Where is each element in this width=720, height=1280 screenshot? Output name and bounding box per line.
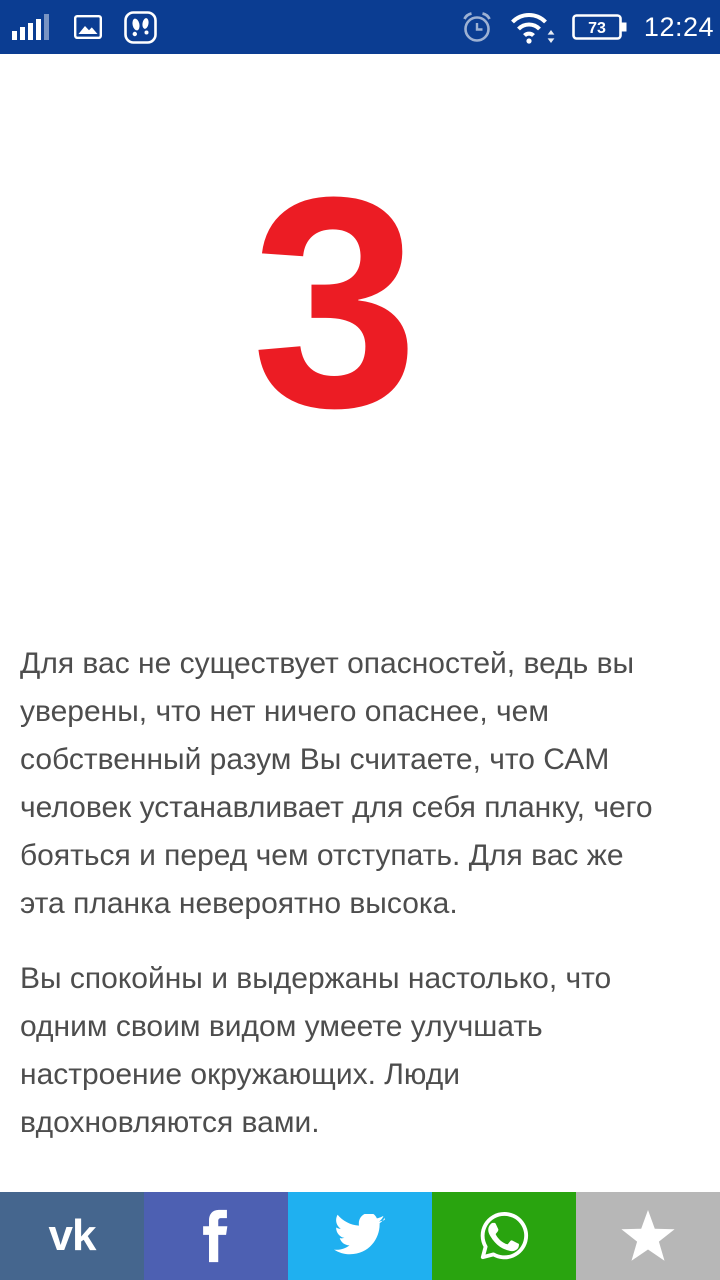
hero-number-section bbox=[0, 54, 720, 640]
paragraph-2 bbox=[20, 955, 700, 1147]
facebook-logo-icon bbox=[202, 1208, 230, 1264]
article-text bbox=[0, 640, 720, 1147]
star-icon bbox=[619, 1208, 677, 1264]
status-bar bbox=[0, 0, 720, 54]
photo-notification-icon bbox=[74, 15, 102, 39]
paragraph-1 bbox=[20, 640, 700, 928]
numerology-number: 3 bbox=[251, 134, 419, 470]
signal-strength-icon bbox=[12, 14, 52, 40]
footsteps-notification-icon bbox=[124, 11, 157, 44]
share-twitter-button[interactable] bbox=[288, 1192, 432, 1280]
text-line: настроение окружающих. Люди bbox=[20, 1058, 461, 1091]
clock-time: 12:24 bbox=[643, 11, 714, 42]
text-line: собственный разум Вы считаете, что САМ bbox=[20, 743, 610, 776]
battery-icon bbox=[572, 12, 628, 42]
share-vk-button[interactable] bbox=[0, 1192, 144, 1280]
status-bar-right bbox=[444, 10, 714, 44]
status-bar-left bbox=[12, 11, 179, 44]
wifi-icon bbox=[510, 10, 556, 44]
text-line: уверены, что нет ничего опаснее, чем bbox=[20, 695, 549, 728]
whatsapp-logo-icon bbox=[476, 1208, 532, 1264]
share-bookmark-button[interactable] bbox=[576, 1192, 720, 1280]
text-line: вдохновляются вами. bbox=[20, 1106, 320, 1139]
text-line: бояться и перед чем отступать. Для вас же bbox=[20, 839, 624, 872]
text-line: человек устанавливает для себя планку, чего bbox=[20, 791, 653, 824]
text-line: Вы спокойны и выдержаны настолько, что bbox=[20, 962, 612, 995]
text-line: эта планка невероятно высока. bbox=[20, 887, 458, 920]
text-line: одним своим видом умеете улучшать bbox=[20, 1010, 543, 1043]
share-facebook-button[interactable] bbox=[144, 1192, 288, 1280]
text-line: Для вас не существует опасностей, ведь вы bbox=[20, 647, 635, 680]
share-bar bbox=[0, 1192, 720, 1280]
battery-percent: 73 bbox=[588, 20, 606, 37]
share-whatsapp-button[interactable] bbox=[432, 1192, 576, 1280]
vk-logo-icon: vk bbox=[48, 1211, 96, 1260]
alarm-clock-icon bbox=[460, 10, 494, 44]
twitter-bird-icon bbox=[334, 1214, 386, 1258]
